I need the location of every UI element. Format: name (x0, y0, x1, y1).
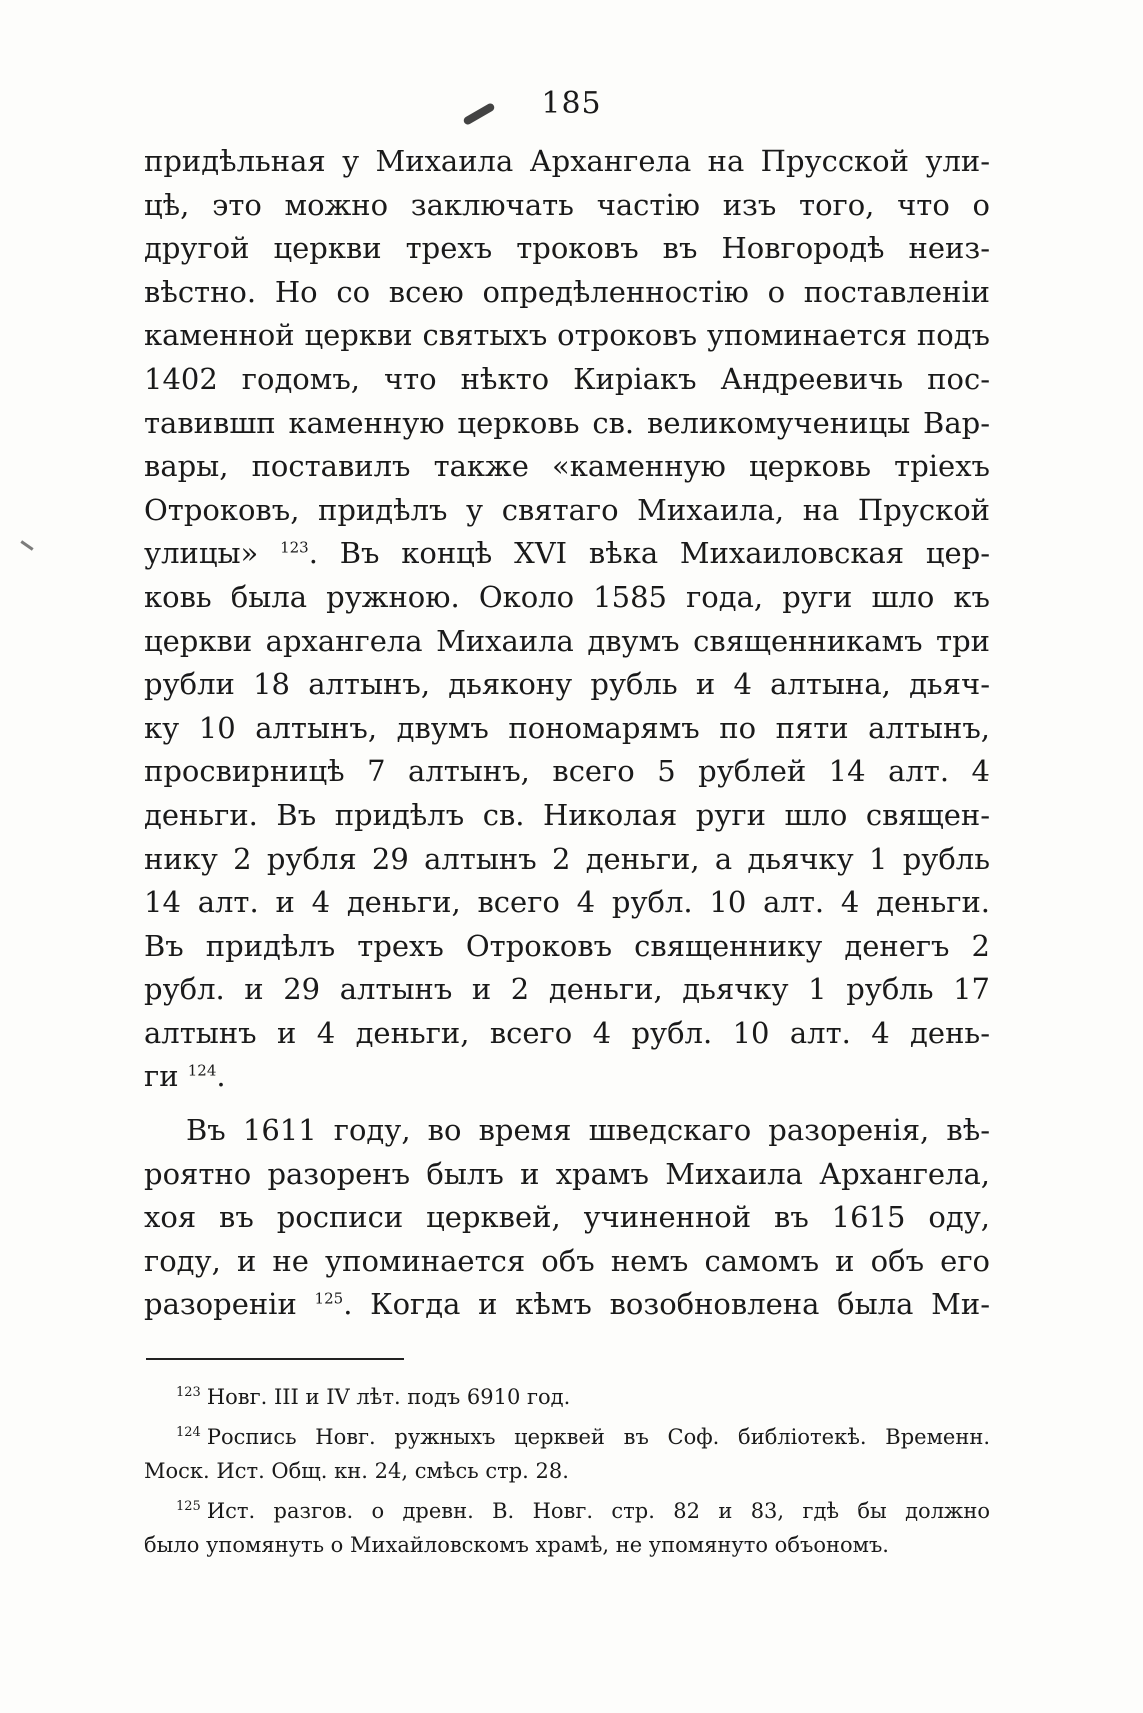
text-line (144, 1055, 990, 1099)
paragraph-gap (144, 1099, 990, 1109)
text-line: хоя въ росписи церквей, учиненной въ 1615 оду, (144, 1200, 990, 1235)
footnote-mark: 123 (176, 1385, 201, 1400)
text-line: вары, поставилъ также «каменную церковь тріехъ (144, 449, 990, 484)
text-line: церкви архангела Михаила двумъ священникамъ три (144, 623, 990, 658)
text-line: просвирницѣ 7 алтынъ, всего 5 рублей 14 алт. 4 (144, 754, 990, 789)
footnote-text: Новг. III и IV лѣт. подъ 6910 год. (206, 1385, 571, 1409)
text-line (144, 532, 990, 576)
text-line: вѣстно. Но со всею опредѣленностію о поставленіи (144, 274, 990, 309)
footnote-mark: 125 (176, 1499, 201, 1514)
footnotes (144, 1380, 990, 1562)
footnote-ref: 124 (187, 1061, 217, 1080)
margin-tick-icon (20, 540, 33, 550)
text-line: каменной церкви святыхъ отроковъ упоминается подъ (144, 318, 990, 353)
footnote (144, 1380, 990, 1414)
text-line (144, 1283, 990, 1327)
footnote-ref: 123 (280, 538, 309, 557)
text-fragment: разореніи (144, 1287, 297, 1322)
text-line: рубл. и 29 алтынъ и 2 деньги, дьячку 1 рубль 17 (144, 972, 990, 1007)
text-fragment: . Въ концѣ XVI вѣка Михаиловская цер- (308, 536, 990, 571)
footnote-text: Ист. разгов. о древн. В. Новг. стр. 82 и 83, гдѣ бы должно (206, 1499, 990, 1523)
text-line: Въ придѣлъ трехъ Отроковъ священнику денегъ 2 (144, 928, 990, 963)
body-text (144, 140, 990, 1327)
text-line: ковь была ружною. Около 1585 года, руги шло къ (144, 579, 990, 614)
text-line: алтынъ и 4 деньги, всего 4 рубл. 10 алт. 4 день- (144, 1015, 990, 1050)
text-line: году, и не упоминается объ немъ самомъ и объ его (144, 1243, 990, 1278)
text-fragment: улицы» (144, 536, 259, 571)
text-line: придѣльная у Михаила Архангела на Прусской ули- (144, 144, 990, 178)
footnote-continuation: было упомянуть о Михайловскомъ храмѣ, не упомянуто объономъ. (144, 1533, 889, 1557)
text-line: деньги. Въ придѣлъ св. Николая руги шло священ- (144, 797, 990, 832)
footnote (144, 1494, 990, 1528)
text-fragment: . (216, 1059, 226, 1094)
text-line: цѣ, это можно заключать частію изъ того, что о (144, 187, 990, 222)
text-line: Отроковъ, придѣлъ у святаго Михаила, на Пруской (144, 492, 990, 527)
text-line: роятно разоренъ былъ и храмъ Михаила Архангела, (144, 1156, 990, 1191)
footnote-text: Роспись Новг. ружныхъ церквей въ Соф. библіотекѣ. Временн. (206, 1425, 990, 1449)
footnote-mark: 124 (176, 1425, 201, 1440)
text-line: тавившп каменную церковь св. великомученицы Вар- (144, 405, 990, 440)
footnote-ref: 125 (314, 1289, 344, 1308)
text-line: ку 10 алтынъ, двумъ пономарямъ по пяти алтынъ, (144, 710, 990, 745)
text-line: Въ 1611 году, во время шведскаго разоренія, вѣ- (186, 1113, 990, 1148)
text-line: другой церкви трехъ троковъ въ Новгородѣ неиз- (144, 231, 990, 266)
text-fragment: ги (144, 1059, 179, 1094)
text-line: рубли 18 алтынъ, дьякону рубль и 4 алтына, дьяч- (144, 667, 990, 702)
text-line: нику 2 рубля 29 алтынъ 2 деньги, а дьячку 1 рубль (144, 841, 990, 876)
footnote-continuation: Моск. Ист. Общ. кн. 24, смѣсь стр. 28. (144, 1459, 569, 1483)
text-fragment: . Когда и кѣмъ возобновлена была Ми- (343, 1287, 990, 1322)
text-line: 1402 годомъ, что нѣкто Киріакъ Андреевичь пос- (144, 361, 990, 396)
footnote (144, 1420, 990, 1454)
page-number: 185 (541, 86, 602, 121)
footnote-divider (146, 1358, 404, 1360)
text-line: 14 алт. и 4 деньги, всего 4 рубл. 10 алт. 4 деньги. (144, 885, 990, 920)
